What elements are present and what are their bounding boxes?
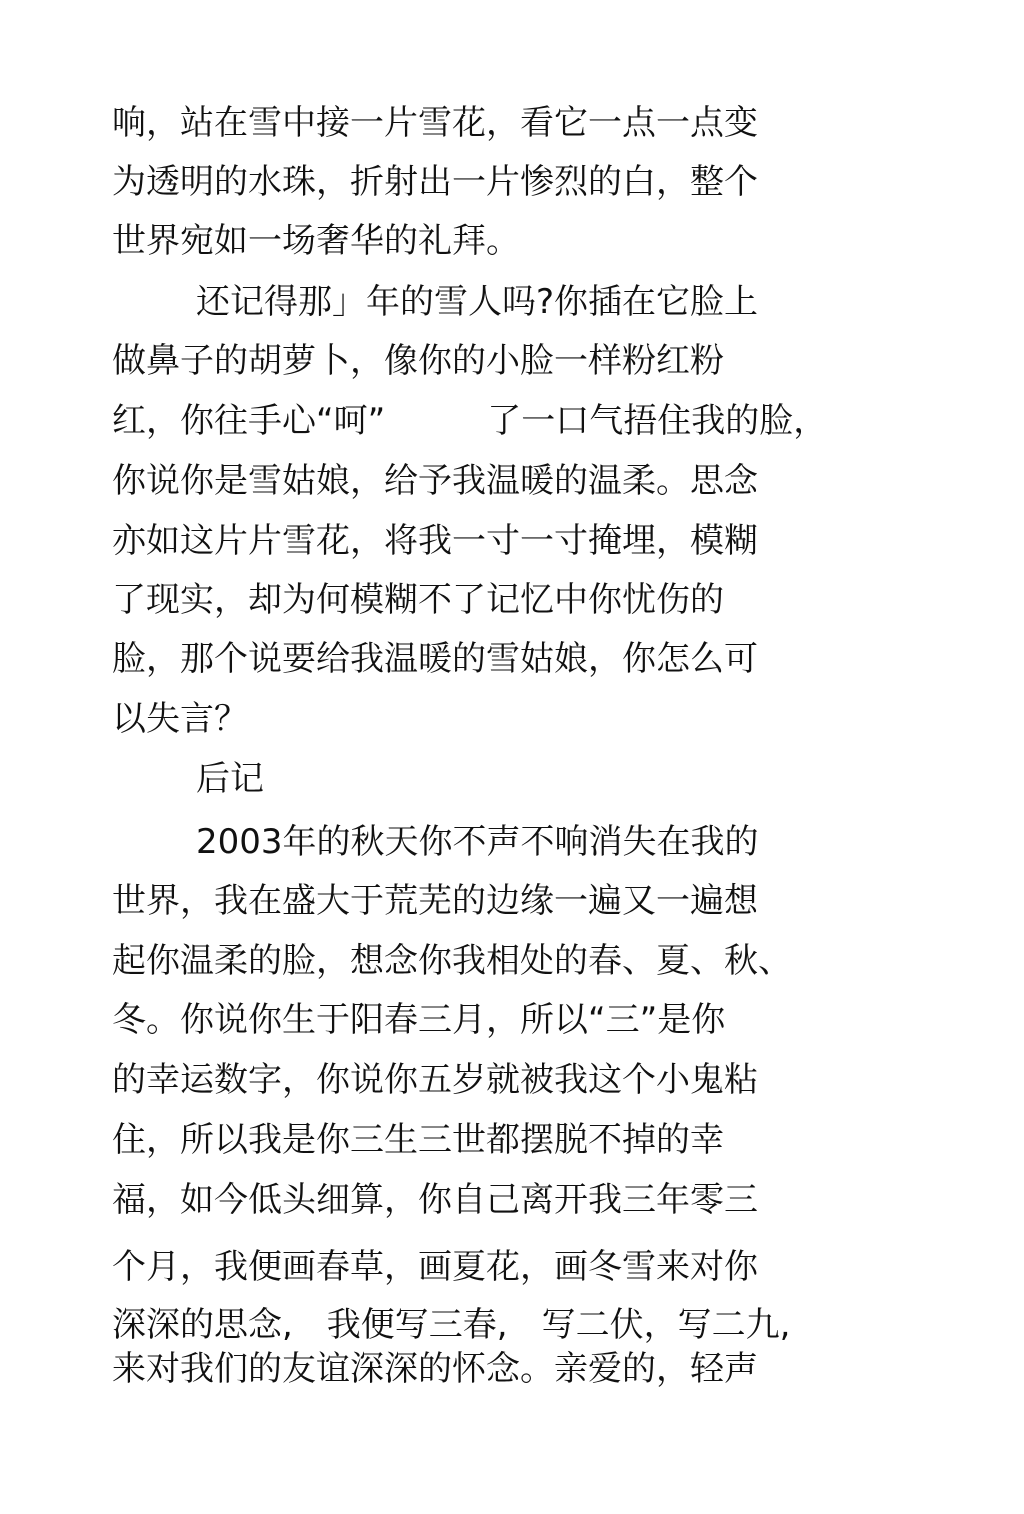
text-line: 还记得那」年的雪人吗?你插在它脸上 bbox=[196, 282, 759, 322]
text-line: 起你温柔的脸，想念你我相处的春、夏、秋、 bbox=[112, 941, 792, 981]
text-line: 脸，那个说要给我温暖的雪姑娘，你怎么可 bbox=[112, 639, 758, 679]
text-line: 亦如这片片雪花，将我一寸一寸掩埋，模糊 bbox=[112, 521, 758, 561]
text-line: 世界宛如一场奢华的礼拜。 bbox=[112, 221, 520, 261]
text-line: 来对我们的友谊深深的怀念。亲爱的，轻声 bbox=[112, 1349, 758, 1389]
section-heading: 后记 bbox=[196, 759, 264, 799]
text-line: 福，如今低头细算，你自己离开我三年零三 bbox=[112, 1180, 758, 1220]
text-line: 深深的思念, 我便写三春, 写二伏，写二九, bbox=[112, 1305, 791, 1345]
text-line: 个月，我便画春草，画夏花，画冬雪来对你 bbox=[112, 1247, 758, 1287]
text-line: 响，站在雪中接一片雪花，看它一点一点变 bbox=[112, 103, 758, 143]
text-line: 冬。你说你生于阳春三月，所以“三”是你 bbox=[112, 1000, 726, 1040]
text-line: 你说你是雪姑娘，给予我温暖的温柔。思念 bbox=[112, 461, 758, 501]
text-line: 住，所以我是你三生三世都摆脱不掉的幸 bbox=[112, 1120, 724, 1160]
text-line: 以失言？ bbox=[112, 699, 248, 739]
text-line: 了现实，却为何模糊不了记忆中你忧伤的 bbox=[112, 580, 724, 620]
text-line: 的幸运数字，你说你五岁就被我这个小鬼粘 bbox=[112, 1060, 758, 1100]
text-line: 红，你往手心“呵” 了一口气捂住我的脸， bbox=[112, 401, 828, 441]
text-line: 为透明的水珠，折射出一片惨烈的白，整个 bbox=[112, 162, 758, 202]
text-line: 世界，我在盛大于荒芜的边缘一遍又一遍想 bbox=[112, 881, 758, 921]
text-line: 做鼻子的胡萝卜，像你的小脸一样粉红粉 bbox=[112, 341, 724, 381]
text-line: 2003年的秋天你不声不响消失在我的 bbox=[196, 822, 759, 862]
